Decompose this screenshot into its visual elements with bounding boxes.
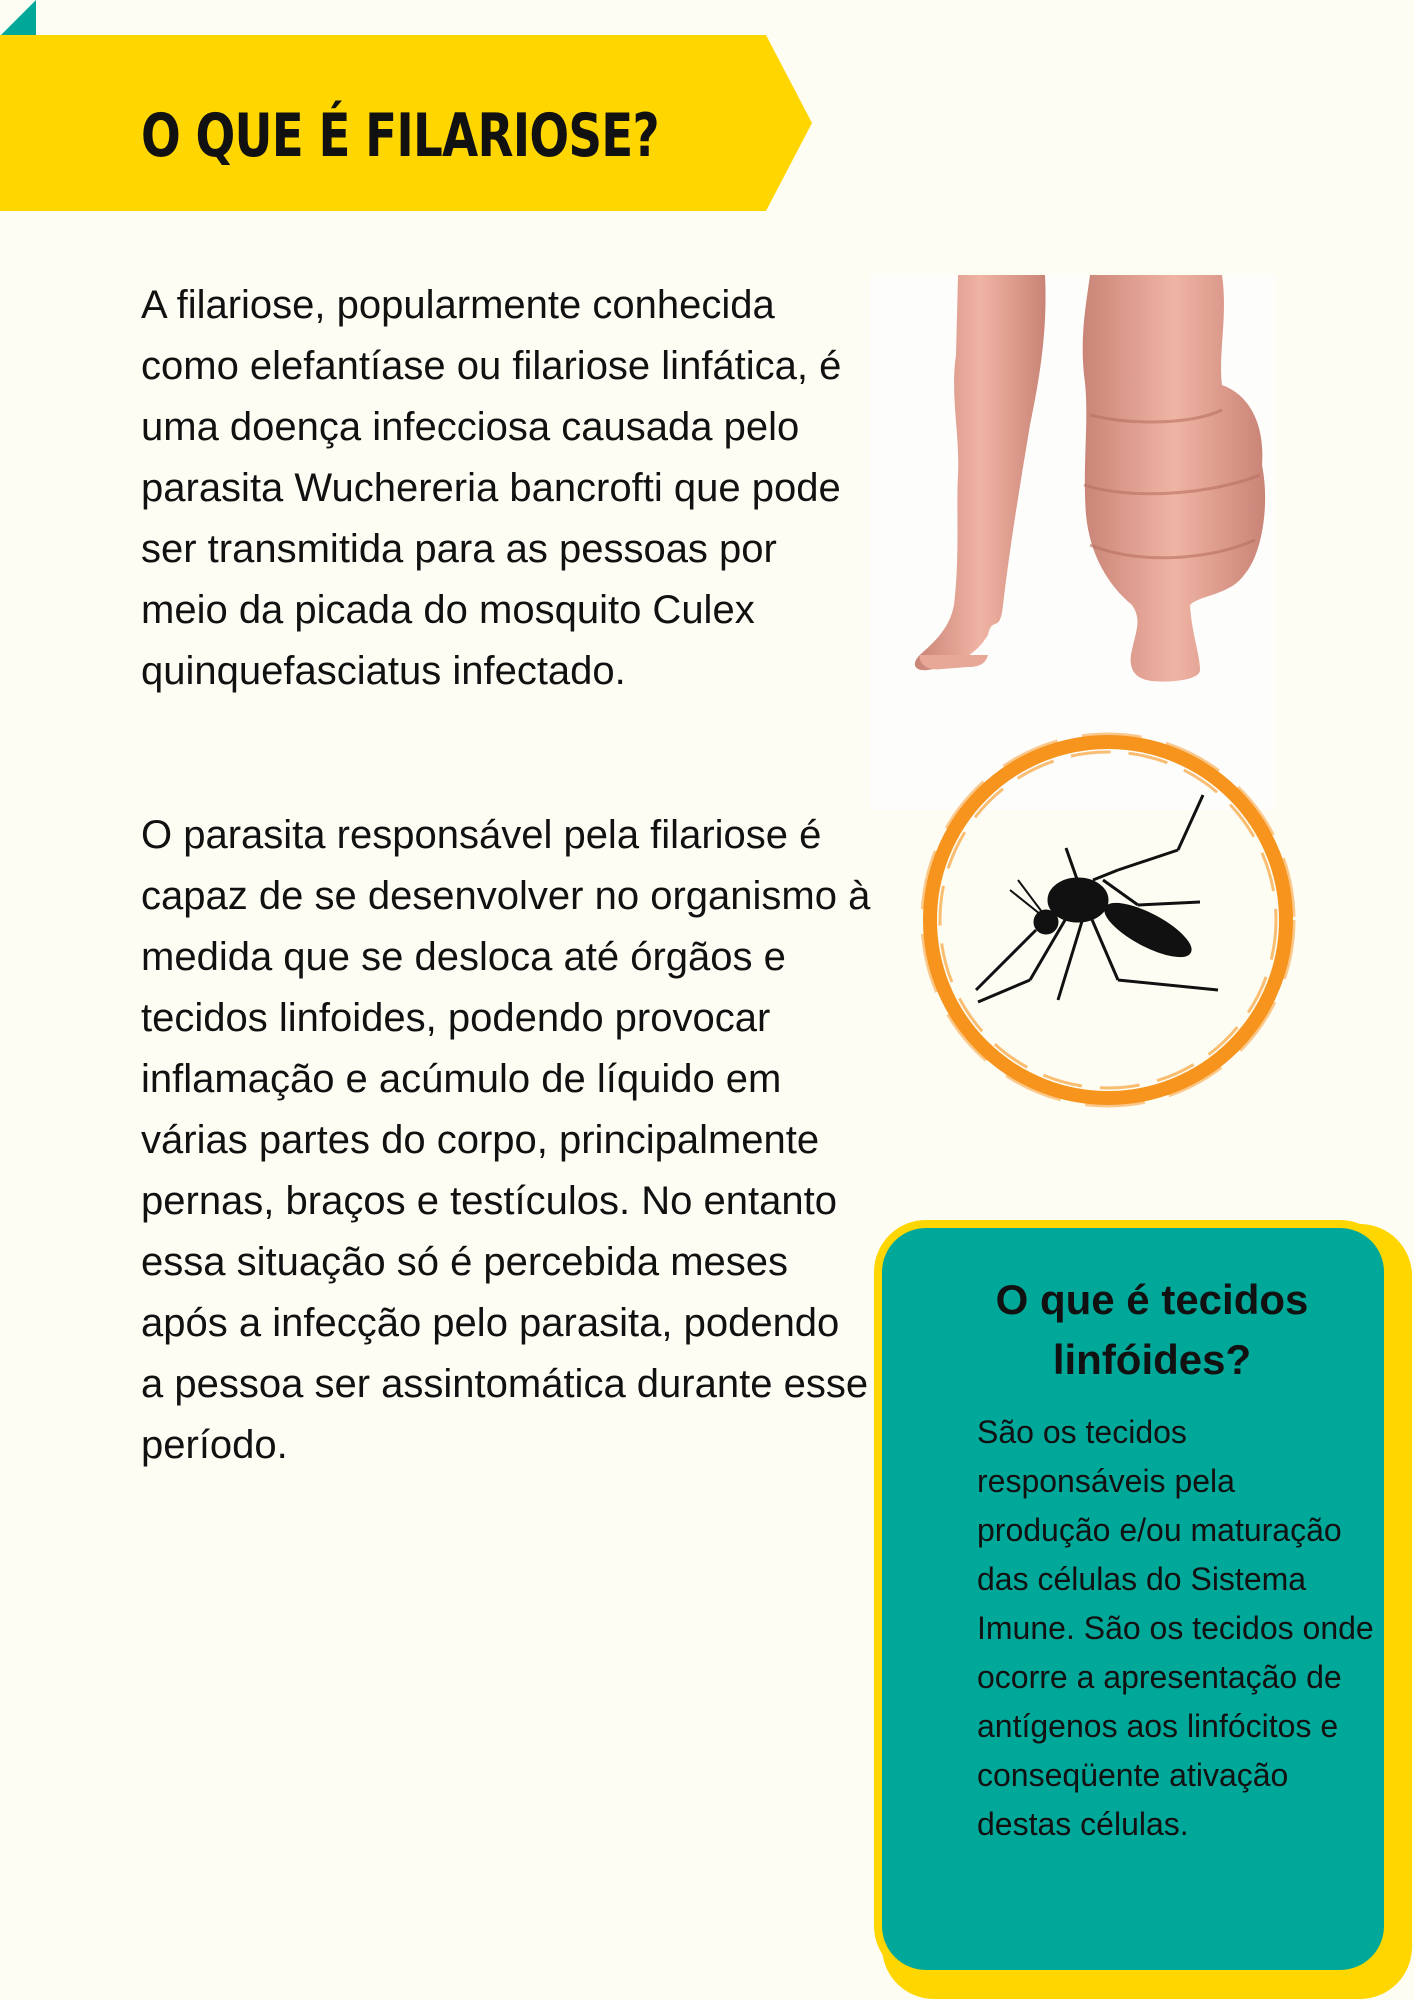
corner-triangle (0, 0, 36, 36)
mosquito-image (918, 730, 1298, 1110)
page-title: O QUE É FILARIOSE? (141, 101, 659, 171)
mosquito-icon (976, 795, 1218, 1002)
paragraph-parasite: O parasita responsável pela filariose é capaz de se desenvolver no organismo à medida que se desloca até órgãos e tecidos linfoides, podendo provocar inflamação e acúmulo de líquido em várias partes do corpo, principalmente pernas, braços e testículos. No entanto essa situação só é percebida meses após a infecção pelo parasita, podendo a pessoa ser assintomática durante esse período. (141, 813, 871, 1467)
swollen-leg (1083, 275, 1265, 682)
info-card (874, 1220, 1392, 1978)
left-leg (915, 275, 1046, 670)
info-card-title: O que é tecidos linfóides? (995, 1276, 1309, 1383)
paragraph-intro: A filariose, popularmente conhecida como elefantíase ou filariose linfática, é uma doença infecciosa causada pelo parasita Wuchereria bancrofti que pode ser transmitida para as pessoas por meio da picada do mosquito Culex quinquefasciatus infectado. (141, 283, 842, 693)
orange-ring (930, 742, 1286, 1098)
info-card-body: São os tecidos responsáveis pela produção e/ou maturação das células do Sistema Imune. São os tecidos onde ocorre a apresentação de antígenos aos linfócitos e conseqüente ativação destas células. (977, 1414, 1374, 1842)
